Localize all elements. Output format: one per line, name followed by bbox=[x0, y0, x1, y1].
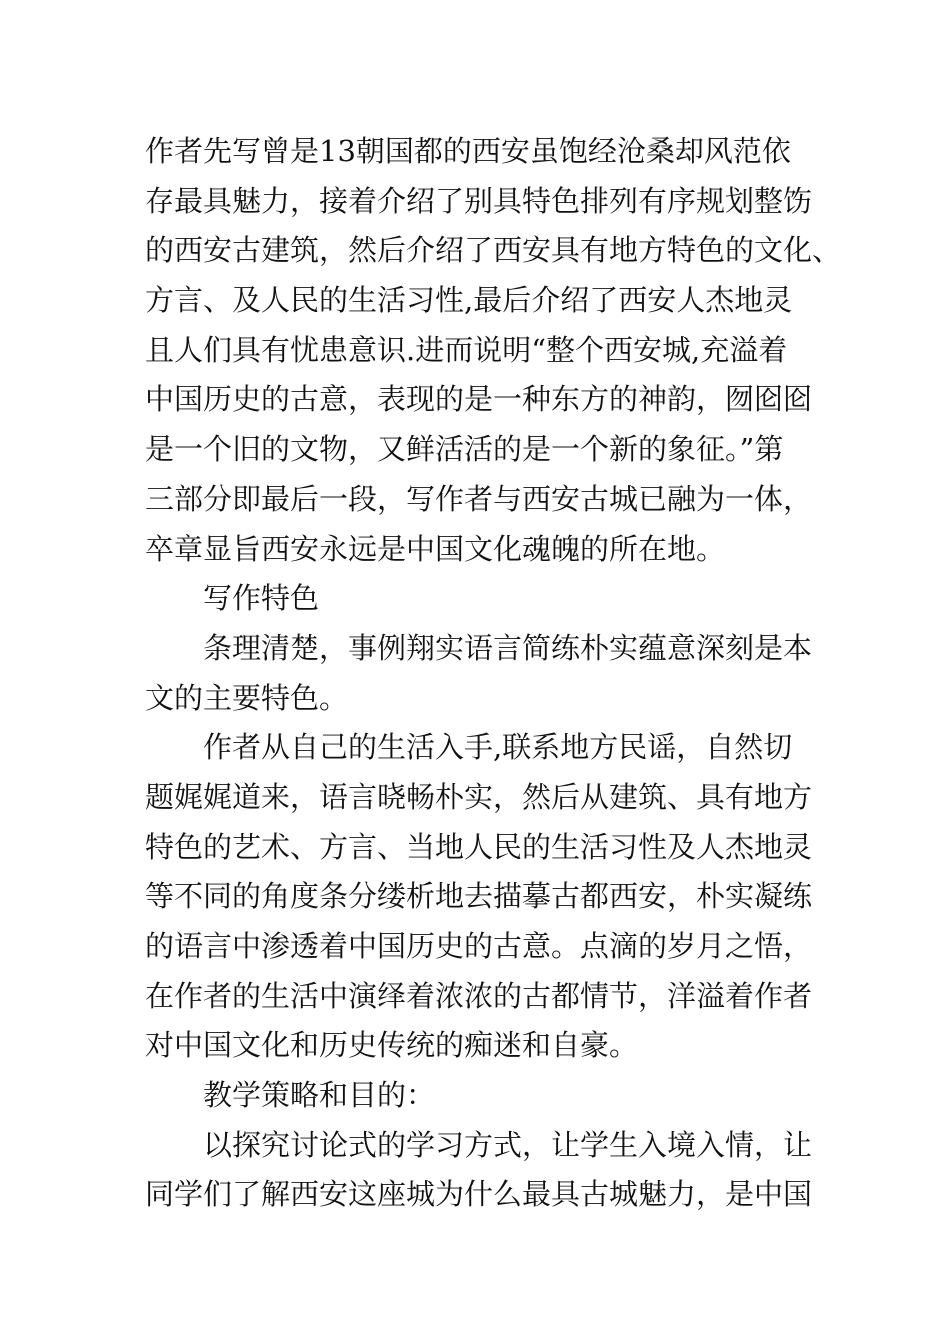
text-line: 以探究讨论式的学习方式，让学生入境入情，让 bbox=[203, 1127, 813, 1162]
text-line: 作者先写曾是13朝国都的西安虽饱经沧桑却风范依 bbox=[145, 134, 791, 168]
text-line: 条理清楚，事例翔实语言简练朴实蕴意深刻是本 bbox=[203, 630, 813, 665]
text-line: 在作者的生活中演绎着浓浓的古都情节，洋溢着作者 bbox=[145, 978, 813, 1013]
document-body bbox=[145, 127, 845, 1220]
text-line: 是一个旧的文物，又鲜活活的是一个新的象征。”第 bbox=[145, 432, 784, 467]
text-line: 的西安古建筑，然后介绍了西安具有地方特色的文化、 bbox=[145, 233, 842, 268]
text-line: 存最具魅力，接着介绍了别具特色排列有序规划整饬 bbox=[145, 183, 813, 218]
text-line: 教学策略和目的： bbox=[203, 1078, 436, 1113]
text-line: 作者从自己的生活入手,联系地方民谣，自然切 bbox=[203, 730, 793, 765]
text-line: 写作特色 bbox=[203, 581, 320, 616]
text-line: 文的主要特色。 bbox=[145, 680, 349, 715]
text-line: 卒章显旨西安永远是中国文化魂魄的所在地。 bbox=[145, 531, 726, 566]
text-line: 同学们了解西安这座城为什么最具古城魅力，是中国 bbox=[145, 1177, 813, 1212]
text-line: 中国历史的古意，表现的是一种东方的神韵，囫囵囵 bbox=[145, 382, 813, 417]
text-line: 题娓娓道来，语言晓畅朴实，然后从建筑、具有地方 bbox=[145, 779, 813, 814]
text-line: 特色的艺术、方言、当地人民的生活习性及人杰地灵 bbox=[145, 829, 813, 864]
text-line: 三部分即最后一段，写作者与西安古城已融为一体， bbox=[145, 481, 813, 516]
text-line: 且人们具有忧患意识.进而说明“整个西安城,充溢着 bbox=[145, 332, 788, 367]
text-line: 等不同的角度条分缕析地去描摹古都西安，朴实凝练 bbox=[145, 879, 813, 914]
text-line: 对中国文化和历史传统的痴迷和自豪。 bbox=[145, 1028, 639, 1063]
text-line: 方言、及人民的生活习性,最后介绍了西安人杰地灵 bbox=[145, 283, 793, 318]
text-line: 的语言中渗透着中国历史的古意。点滴的岁月之悟， bbox=[145, 929, 813, 963]
